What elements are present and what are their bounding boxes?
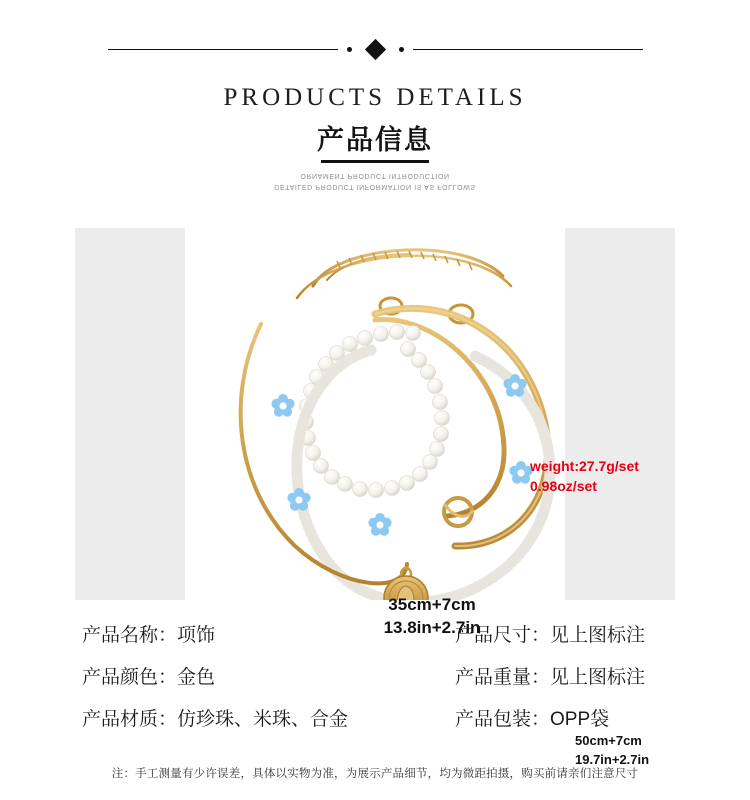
- subtitle-english-block: [0, 170, 750, 192]
- ornament-dot-right: [399, 47, 404, 52]
- spec-value-material: 仿珍珠、米珠、合金: [177, 708, 349, 730]
- subtitle-english-line2: DETAILED PRODUCT INFORMATION IS AS FOLLOWS: [274, 183, 476, 190]
- size-callout-long: [575, 731, 649, 769]
- ornament-diamond-icon: [364, 38, 385, 59]
- page-title-english: PRODUCTS DETAILS: [223, 84, 527, 111]
- page-title-chinese: 产品信息: [317, 125, 433, 155]
- size-long-in: 19.7in+2.7in: [575, 752, 650, 767]
- spec-row-color: [82, 654, 452, 696]
- weight-line-grams: weight:27.7g/set: [530, 458, 639, 474]
- size-long-cm: 50cm+7cm: [575, 733, 642, 748]
- ornament-line-right: [413, 49, 643, 50]
- weight-line-ounces: 0.98oz/set: [530, 478, 597, 494]
- spec-label-weight: 产品重量：: [455, 666, 551, 688]
- ornament-line-left: [108, 49, 338, 50]
- ornament-dot-left: [347, 47, 352, 52]
- spec-label-material: 产品材质：: [82, 708, 178, 730]
- weight-callout: [530, 456, 639, 496]
- size-callout-short: [337, 593, 527, 639]
- spec-row-weight: [455, 654, 750, 696]
- size-short-cm: 35cm+7cm: [388, 595, 476, 614]
- spec-value-color: 金色: [177, 666, 216, 688]
- subtitle-english-line1: ORNAMENT PRODUCT INTRODUCTION: [300, 172, 450, 179]
- spec-value-size: 见上图标注: [550, 624, 646, 646]
- necklace-svg: [75, 228, 675, 600]
- header-ornament: [0, 36, 750, 62]
- spec-label-color: 产品颜色：: [82, 666, 178, 688]
- spec-label-name: 产品名称：: [82, 624, 178, 646]
- spec-row-material: [82, 696, 452, 738]
- title-underline: [321, 160, 429, 163]
- size-short-in: 13.8in+2.7in: [383, 618, 481, 637]
- footer-note: 注：手工测量有少许误差，具体以实物为准，为展示产品细节，均为微距拍摄，购买前请亲们注意尺寸: [111, 768, 639, 780]
- spec-label-size: 产品尺寸：: [455, 624, 551, 646]
- necklace-illustration: [75, 228, 675, 600]
- spec-value-weight: 见上图标注: [550, 666, 646, 688]
- spec-label-packaging: 产品包装：: [455, 708, 551, 730]
- spec-value-packaging: OPP袋: [550, 708, 610, 730]
- spec-value-name: 项饰: [177, 624, 216, 646]
